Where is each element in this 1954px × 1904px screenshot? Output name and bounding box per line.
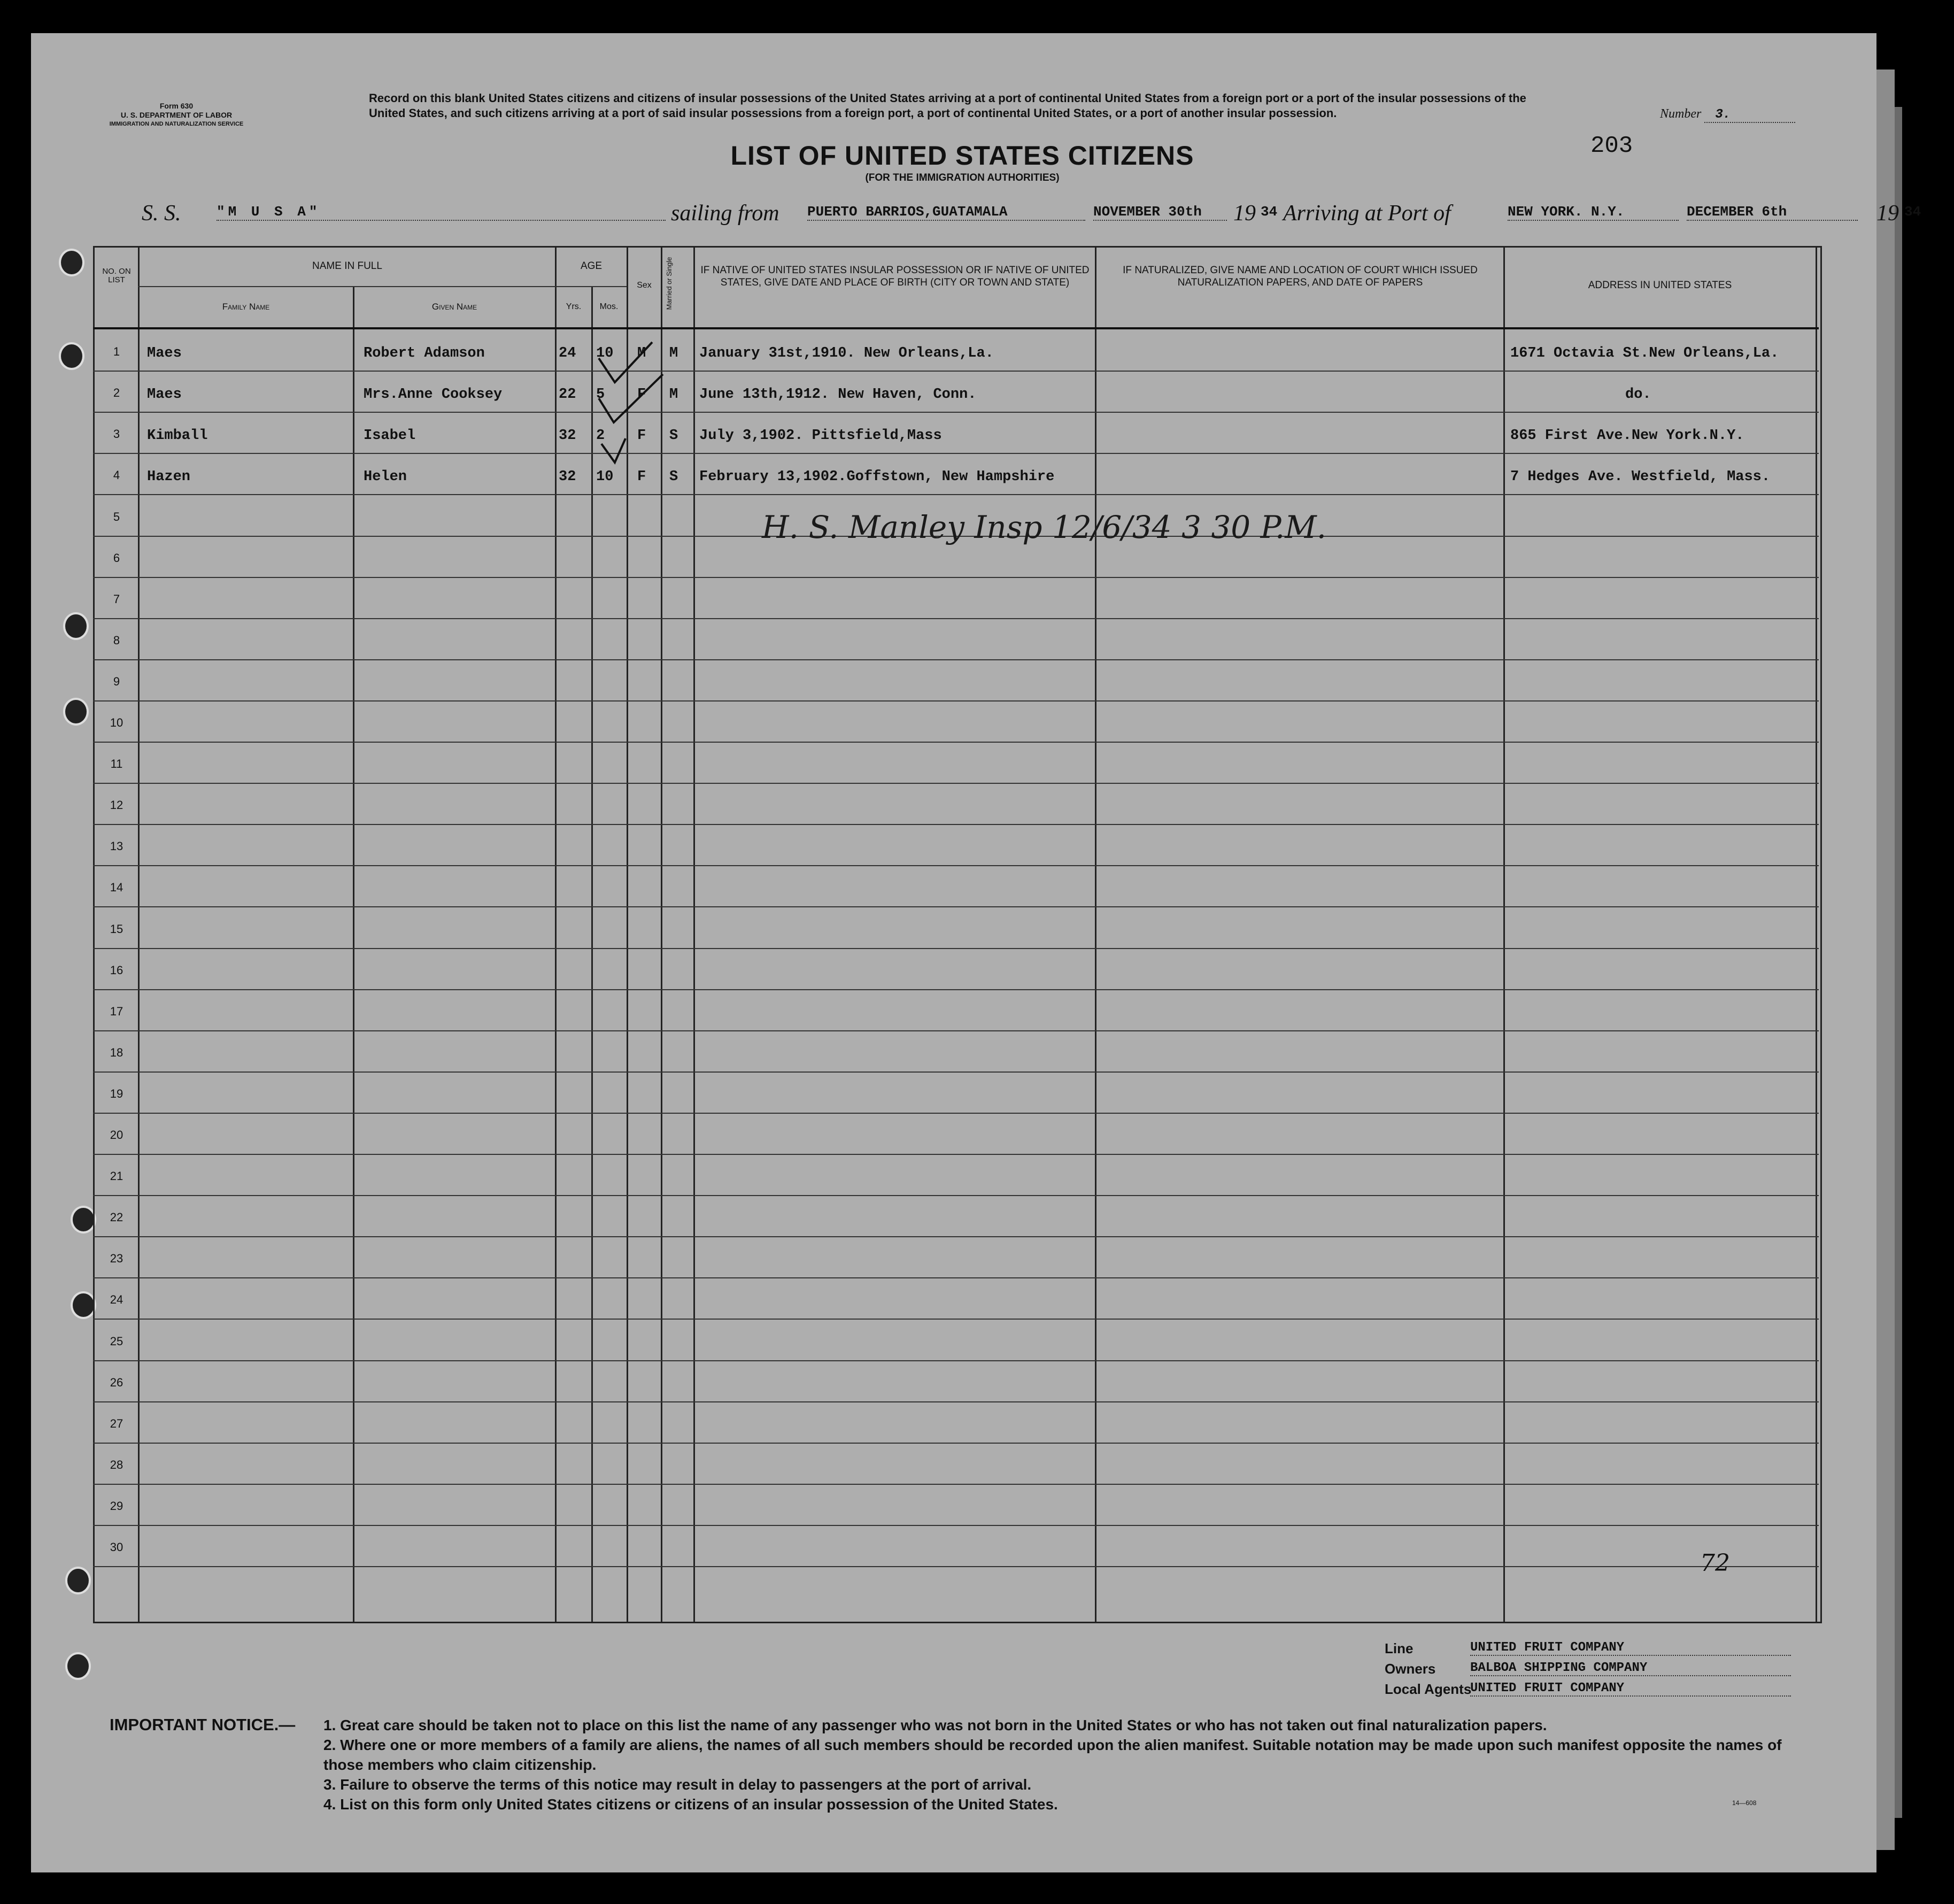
owners-value: BALBOA SHIPPING COMPANY [1470, 1661, 1791, 1676]
age-months-cell: 5 [596, 387, 605, 403]
age-months-cell: 10 [596, 469, 614, 485]
row-number: 7 [113, 592, 120, 606]
row-number: 28 [110, 1458, 123, 1471]
form-title: LIST OF UNITED STATES CITIZENS [730, 141, 1194, 171]
row-rule [93, 1566, 1819, 1567]
row-number: 22 [110, 1211, 123, 1224]
address-cell: do. [1625, 387, 1651, 403]
service-name: IMMIGRATION AND NATURALIZATION SERVICE [109, 121, 244, 127]
number-field [1660, 107, 1795, 123]
row-number: 3 [113, 427, 120, 441]
row-rule [93, 1484, 1819, 1485]
marital-status-cell: M [669, 387, 678, 403]
form-subtitle: (FOR THE IMMIGRATION AUTHORITIES) [865, 172, 1060, 183]
family-name-cell: Kimball [147, 428, 208, 444]
row-number: 30 [110, 1540, 123, 1554]
arrive-date: DECEMBER 6th [1687, 204, 1858, 221]
marital-status-cell: S [669, 428, 678, 444]
row-number: 23 [110, 1252, 123, 1266]
col-header-name-in-full: NAME IN FULL [312, 260, 382, 272]
depart-date: NOVEMBER 30th [1093, 204, 1227, 221]
age-years-cell: 24 [559, 345, 576, 361]
form-id-block [80, 102, 273, 129]
arrive-year: 34 [1904, 204, 1921, 220]
ship-name: "M U S A" [217, 204, 666, 221]
agents-row [1385, 1681, 1791, 1701]
marital-status-cell: M [669, 345, 678, 361]
punch-hole [65, 1652, 91, 1680]
row-rule [93, 1277, 1819, 1278]
row-rule [93, 865, 1819, 866]
from-port: PUERTO BARRIOS,GUATAMALA [807, 204, 1085, 221]
line-label: Line [1385, 1640, 1414, 1656]
row-number: 2 [113, 386, 120, 400]
row-rule [93, 824, 1819, 825]
col-header-given-name: Given Name [431, 302, 477, 312]
row-number: 25 [110, 1334, 123, 1348]
depart-year-prefix: 19 [1233, 201, 1256, 226]
punch-hole [63, 612, 89, 640]
row-rule [93, 1113, 1819, 1114]
row-number: 13 [110, 839, 123, 853]
row-number: 20 [110, 1128, 123, 1142]
header-subline [138, 286, 627, 287]
sex-cell: M [637, 345, 646, 361]
row-number: 12 [110, 798, 123, 812]
col-divider [1816, 246, 1817, 1622]
row-number: 14 [110, 881, 123, 895]
notice-item: 3. Failure to observe the terms of this notice may result in delay to passengers at the port of arrival. [323, 1776, 1032, 1793]
punch-hole [65, 1567, 91, 1594]
inspector-signature: H. S. Manley Insp 12/6/34 3 30 P.M. [762, 509, 1327, 545]
col-header-naturalized: IF NATURALIZED, GIVE NAME AND LOCATION OF COURT WHICH ISSUED NATURALIZATION PAPERS, AND DATE OF PAPERS [1123, 265, 1478, 288]
row-rule [93, 494, 1819, 495]
sheet-edge [1876, 70, 1895, 1850]
birth-cell: June 13th,1912. New Haven, Conn. [699, 387, 977, 403]
family-name-cell: Maes [147, 345, 182, 361]
row-number: 6 [113, 551, 120, 565]
row-rule [93, 906, 1819, 907]
row-rule [93, 783, 1819, 784]
row-rule [93, 700, 1819, 702]
col-header-age: AGE [580, 260, 603, 272]
arriving-label: Arriving at Port of [1283, 201, 1451, 226]
notice-item: 4. List on this form only United States citizens or citizens of an insular possession of the United States. [323, 1796, 1058, 1813]
row-rule [93, 618, 1819, 619]
given-name-cell: Robert Adamson [364, 345, 485, 361]
sailing-label: sailing from [671, 201, 779, 226]
instructions-text: Record on this blank United States citizens and citizens of insular possessions of the United States arriving at a port of continental United States from a foreign port or a port of the insular possessions of the United States, and such citizens arriving at a port of said insular possessions from a foreign port, a port of continental United States, or a port of another insular possession. [369, 91, 1526, 120]
given-name-cell: Isabel [364, 428, 416, 444]
row-number: 15 [110, 922, 123, 936]
sex-cell: F [637, 469, 646, 485]
agents-label: Local Agents [1385, 1681, 1472, 1697]
punch-hole [71, 1206, 96, 1234]
given-name-cell: Mrs.Anne Cooksey [364, 387, 503, 403]
row-rule [93, 1072, 1819, 1073]
check-marks [593, 332, 722, 503]
col-divider [1095, 246, 1096, 1622]
row-rule [93, 453, 1819, 454]
age-years-cell: 32 [559, 428, 576, 444]
row-rule [93, 1319, 1819, 1320]
punch-hole [59, 249, 84, 276]
arrive-year-prefix: 19 [1876, 201, 1899, 226]
col-header-yrs: Yrs. [566, 302, 582, 311]
row-number: 27 [110, 1416, 123, 1430]
row-rule [93, 1360, 1819, 1361]
col-header-address: ADDRESS IN UNITED STATES [1588, 280, 1732, 291]
number-value: 3. [1704, 107, 1795, 123]
row-rule [93, 1236, 1819, 1237]
row-number: 21 [110, 1169, 123, 1183]
col-header-sex: Sex [637, 281, 652, 290]
col-divider [591, 286, 593, 1622]
check-mark [599, 374, 663, 422]
age-months-cell: 2 [596, 428, 605, 444]
row-rule [93, 1154, 1819, 1155]
check-mark [601, 438, 625, 462]
punch-hole [63, 698, 89, 726]
row-number: 1 [113, 345, 120, 359]
given-name-cell: Helen [364, 469, 407, 485]
notice-list [323, 1715, 1810, 1814]
col-header-married-single: Married or Single [665, 257, 673, 310]
row-rule [93, 1401, 1819, 1402]
row-number: 16 [110, 963, 123, 977]
row-rule [93, 371, 1819, 372]
address-cell: 865 First Ave.New York.N.Y. [1510, 428, 1744, 444]
address-cell: 7 Hedges Ave. Westfield, Mass. [1510, 469, 1771, 485]
margin-note: 72 [1700, 1550, 1730, 1577]
row-number: 8 [113, 633, 120, 647]
col-header-birth: IF NATIVE OF UNITED STATES INSULAR POSSESSION OR IF NATIVE OF UNITED STATES, GIVE DATE AND PLACE OF BIRTH (CITY OR TOWN AND STATE) [700, 265, 1090, 288]
line-value: UNITED FRUIT COMPANY [1470, 1640, 1791, 1656]
col-header-no: NO. ON LIST [102, 267, 131, 284]
arrive-port: NEW YORK. N.Y. [1508, 204, 1679, 221]
marital-status-cell: S [669, 469, 678, 485]
row-number: 5 [113, 510, 120, 523]
company-block [1385, 1640, 1791, 1701]
footer-code: 14—608 [1732, 1799, 1757, 1807]
row-rule [93, 1525, 1819, 1526]
row-rule [93, 577, 1819, 578]
row-number: 24 [110, 1293, 123, 1307]
row-rule [93, 1030, 1819, 1031]
sex-cell: F [637, 428, 646, 444]
ss-label: S. S. [142, 201, 181, 226]
owners-label: Owners [1385, 1661, 1436, 1677]
col-divider [138, 246, 140, 1622]
row-rule [93, 659, 1819, 660]
row-rule [93, 1443, 1819, 1444]
row-number: 29 [110, 1499, 123, 1513]
row-rule [93, 989, 1819, 990]
age-years-cell: 22 [559, 387, 576, 403]
row-rule [93, 1195, 1819, 1196]
row-rule [93, 412, 1819, 413]
form-number: Form 630 [159, 102, 194, 110]
birth-cell: January 31st,1910. New Orleans,La. [699, 345, 994, 361]
header-bottom-line [93, 327, 1819, 329]
address-cell: 1671 Octavia St.New Orleans,La. [1510, 345, 1779, 361]
row-number: 4 [113, 468, 120, 482]
age-months-cell: 10 [596, 345, 614, 361]
age-years-cell: 32 [559, 469, 576, 485]
birth-cell: February 13,1902.Goffstown, New Hampshire [699, 469, 1055, 485]
col-header-mos: Mos. [599, 302, 619, 311]
row-number: 17 [110, 1004, 123, 1018]
row-rule [93, 742, 1819, 743]
department-name: U. S. DEPARTMENT OF LABOR [120, 111, 233, 119]
row-number: 19 [110, 1086, 123, 1100]
birth-cell: July 3,1902. Pittsfield,Mass [699, 428, 942, 444]
row-number: 26 [110, 1375, 123, 1389]
col-divider [353, 286, 354, 1622]
row-number: 10 [110, 716, 123, 729]
sex-cell: F [637, 387, 646, 403]
row-number: 18 [110, 1045, 123, 1059]
col-divider [555, 246, 557, 1622]
number-label: Number [1660, 107, 1702, 121]
col-header-family-name: Family Name [222, 302, 270, 312]
check-mark [599, 342, 652, 382]
voyage-line [142, 201, 1921, 233]
punch-hole [71, 1291, 96, 1319]
col-divider [1503, 246, 1505, 1622]
agents-value: UNITED FRUIT COMPANY [1470, 1681, 1791, 1697]
row-rule [93, 948, 1819, 949]
depart-year: 34 [1261, 204, 1278, 220]
notice-item: 1. Great care should be taken not to place on this list the name of any passenger who was not born in the United States or who has not taken out final naturalization papers. [323, 1717, 1547, 1733]
punch-hole [59, 342, 84, 370]
notice-heading: IMPORTANT NOTICE.— [110, 1715, 296, 1734]
family-name-cell: Hazen [147, 469, 191, 485]
row-number: 11 [110, 757, 123, 771]
family-name-cell: Maes [147, 387, 182, 403]
sheet-edge-2 [1895, 107, 1902, 1818]
notice-item: 2. Where one or more members of a family are aliens, the names of all such members should be recorded upon the alien manifest. Suitable notation may be made upon such manifest opposite the names of those members who claim citizenship. [323, 1737, 1782, 1773]
owners-row [1385, 1661, 1791, 1681]
sheet-number: 203 [1590, 133, 1633, 159]
line-row [1385, 1640, 1791, 1661]
row-number: 9 [113, 674, 120, 688]
